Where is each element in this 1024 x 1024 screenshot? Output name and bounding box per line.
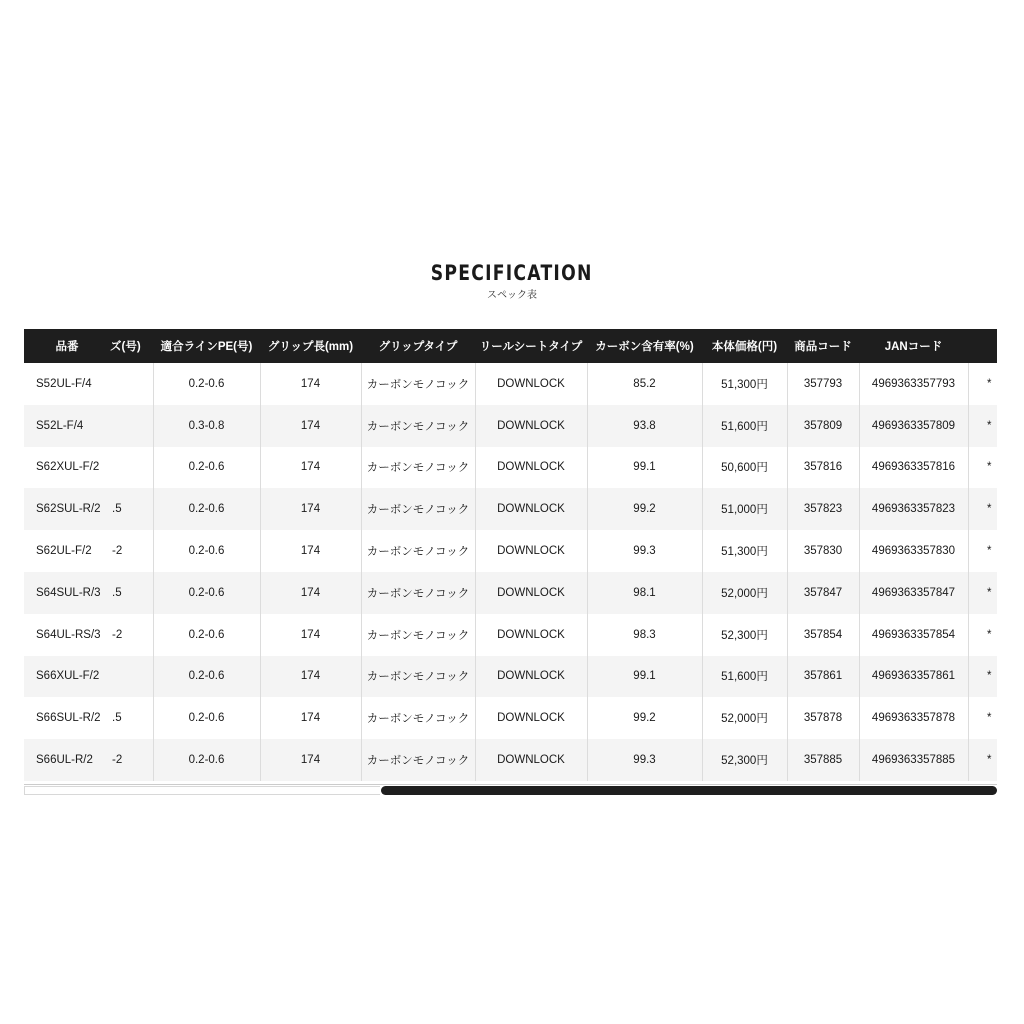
table-cell: * (968, 488, 997, 530)
table-cell: 52,300円 (702, 614, 787, 656)
table-row (24, 447, 997, 489)
table-cell: カーボンモノコック (361, 447, 475, 489)
column-header: 本体価格(円) (702, 329, 787, 363)
table-cell (110, 447, 153, 489)
table-cell: カーボンモノコック (361, 697, 475, 739)
table-cell: 93.8 (587, 405, 702, 447)
table-cell: 0.2-0.6 (153, 363, 260, 405)
table-cell: DOWNLOCK (475, 447, 587, 489)
table-cell: .5 (110, 572, 153, 614)
table-cell: 51,300円 (702, 530, 787, 572)
table-cell: カーボンモノコック (361, 363, 475, 405)
table-cell: * (968, 572, 997, 614)
table-cell: 0.2-0.6 (153, 488, 260, 530)
product-number-cell: S66XUL-F/2 (24, 656, 110, 698)
table-cell: 0.2-0.6 (153, 447, 260, 489)
section-title: SPECIFICATION (431, 261, 593, 285)
table-cell: 0.2-0.6 (153, 656, 260, 698)
table-cell: 174 (260, 363, 361, 405)
table-cell: 4969363357861 (859, 656, 968, 698)
table-cell: 174 (260, 405, 361, 447)
table-cell: 99.3 (587, 739, 702, 781)
table-cell: 98.3 (587, 614, 702, 656)
table-cell: 4969363357793 (859, 363, 968, 405)
table-cell: 357878 (787, 697, 859, 739)
table-cell: 0.3-0.8 (153, 405, 260, 447)
table-cell: DOWNLOCK (475, 656, 587, 698)
table-row (24, 614, 997, 656)
table-cell: * (968, 405, 997, 447)
table-cell: 357847 (787, 572, 859, 614)
table-cell: .5 (110, 697, 153, 739)
table-cell: 0.2-0.6 (153, 739, 260, 781)
table-cell: 51,600円 (702, 405, 787, 447)
section-subtitle: スペック表 (487, 290, 537, 301)
table-row (24, 405, 997, 447)
column-header: 適合ラインPE(号) (153, 329, 260, 363)
column-header: グリップタイプ (361, 329, 475, 363)
table-cell: * (968, 739, 997, 781)
table-cell: 174 (260, 530, 361, 572)
table-header-row (24, 329, 997, 363)
table-cell: 357823 (787, 488, 859, 530)
table-cell: 4969363357830 (859, 530, 968, 572)
column-header: ズ(号) (110, 329, 153, 363)
table-cell: 4969363357854 (859, 614, 968, 656)
table-cell: 98.1 (587, 572, 702, 614)
table-cell: 4969363357816 (859, 447, 968, 489)
product-number-cell: S64SUL-R/3 (24, 572, 110, 614)
table-cell: 0.2-0.6 (153, 530, 260, 572)
scrollbar-thumb[interactable] (381, 786, 997, 795)
column-header: JANコード (859, 329, 968, 363)
table-body (24, 363, 997, 781)
table-cell: 357793 (787, 363, 859, 405)
table-cell: カーボンモノコック (361, 530, 475, 572)
horizontal-scrollbar[interactable] (24, 786, 997, 796)
table-cell: 4969363357823 (859, 488, 968, 530)
table-row (24, 572, 997, 614)
table-cell: DOWNLOCK (475, 530, 587, 572)
column-header (968, 329, 997, 363)
table-cell (110, 405, 153, 447)
table-cell: 99.3 (587, 530, 702, 572)
table-cell: 4969363357847 (859, 572, 968, 614)
product-number-cell: S64UL-RS/3 (24, 614, 110, 656)
table-cell: * (968, 363, 997, 405)
spec-table-scroll-container[interactable] (24, 329, 997, 797)
table-cell: 174 (260, 656, 361, 698)
product-number-cell: S62XUL-F/2 (24, 447, 110, 489)
table-cell: 51,600円 (702, 656, 787, 698)
section-header (0, 258, 1024, 302)
table-cell: 357809 (787, 405, 859, 447)
table-cell: DOWNLOCK (475, 488, 587, 530)
table-cell: .5 (110, 488, 153, 530)
table-cell: 357885 (787, 739, 859, 781)
table-cell (110, 656, 153, 698)
table-cell: -2 (110, 614, 153, 656)
table-row (24, 656, 997, 698)
table-cell: 4969363357878 (859, 697, 968, 739)
table-cell: 52,000円 (702, 697, 787, 739)
table-cell: DOWNLOCK (475, 697, 587, 739)
product-number-cell: S66UL-R/2 (24, 739, 110, 781)
product-number-cell: S66SUL-R/2 (24, 697, 110, 739)
column-header: リールシートタイプ (475, 329, 587, 363)
table-cell: -2 (110, 530, 153, 572)
table-cell: DOWNLOCK (475, 739, 587, 781)
column-header: グリップ長(mm) (260, 329, 361, 363)
table-cell: 4969363357809 (859, 405, 968, 447)
table-cell: 50,600円 (702, 447, 787, 489)
product-number-cell: S52UL-F/4 (24, 363, 110, 405)
table-cell: DOWNLOCK (475, 363, 587, 405)
table-cell: 174 (260, 697, 361, 739)
table-row (24, 530, 997, 572)
table-cell: * (968, 614, 997, 656)
table-cell: 52,300円 (702, 739, 787, 781)
table-cell: -2 (110, 739, 153, 781)
table-cell (110, 363, 153, 405)
table-cell: カーボンモノコック (361, 614, 475, 656)
product-number-cell: S62UL-F/2 (24, 530, 110, 572)
product-number-cell: S52L-F/4 (24, 405, 110, 447)
spec-table (24, 329, 997, 781)
table-cell: 52,000円 (702, 572, 787, 614)
table-cell: 174 (260, 739, 361, 781)
table-cell: カーボンモノコック (361, 739, 475, 781)
table-cell: * (968, 447, 997, 489)
table-cell: カーボンモノコック (361, 488, 475, 530)
table-cell: カーボンモノコック (361, 572, 475, 614)
table-row (24, 488, 997, 530)
table-cell: DOWNLOCK (475, 614, 587, 656)
table-cell: 357861 (787, 656, 859, 698)
table-cell: DOWNLOCK (475, 405, 587, 447)
table-cell: カーボンモノコック (361, 405, 475, 447)
table-cell: 357816 (787, 447, 859, 489)
table-cell: 4969363357885 (859, 739, 968, 781)
table-row (24, 739, 997, 781)
table-cell: 85.2 (587, 363, 702, 405)
column-header: カーボン含有率(%) (587, 329, 702, 363)
table-cell: 174 (260, 488, 361, 530)
table-cell: 51,000円 (702, 488, 787, 530)
table-bottom-border (24, 784, 997, 785)
table-row (24, 697, 997, 739)
column-header: 品番 (24, 329, 110, 363)
table-cell: 0.2-0.6 (153, 572, 260, 614)
table-cell: 0.2-0.6 (153, 697, 260, 739)
table-cell: * (968, 697, 997, 739)
table-cell: 99.2 (587, 697, 702, 739)
table-cell: 0.2-0.6 (153, 614, 260, 656)
table-cell: 99.1 (587, 447, 702, 489)
table-cell: 357854 (787, 614, 859, 656)
table-cell: DOWNLOCK (475, 572, 587, 614)
table-cell: 174 (260, 614, 361, 656)
table-cell: カーボンモノコック (361, 656, 475, 698)
table-cell: 99.1 (587, 656, 702, 698)
table-cell: * (968, 656, 997, 698)
table-cell: 357830 (787, 530, 859, 572)
table-cell: 174 (260, 572, 361, 614)
table-row (24, 363, 997, 405)
product-number-cell: S62SUL-R/2 (24, 488, 110, 530)
table-cell: 99.2 (587, 488, 702, 530)
table-cell: 51,300円 (702, 363, 787, 405)
scrollbar-track[interactable] (24, 786, 380, 795)
column-header: 商品コード (787, 329, 859, 363)
table-cell: * (968, 530, 997, 572)
table-cell: 174 (260, 447, 361, 489)
